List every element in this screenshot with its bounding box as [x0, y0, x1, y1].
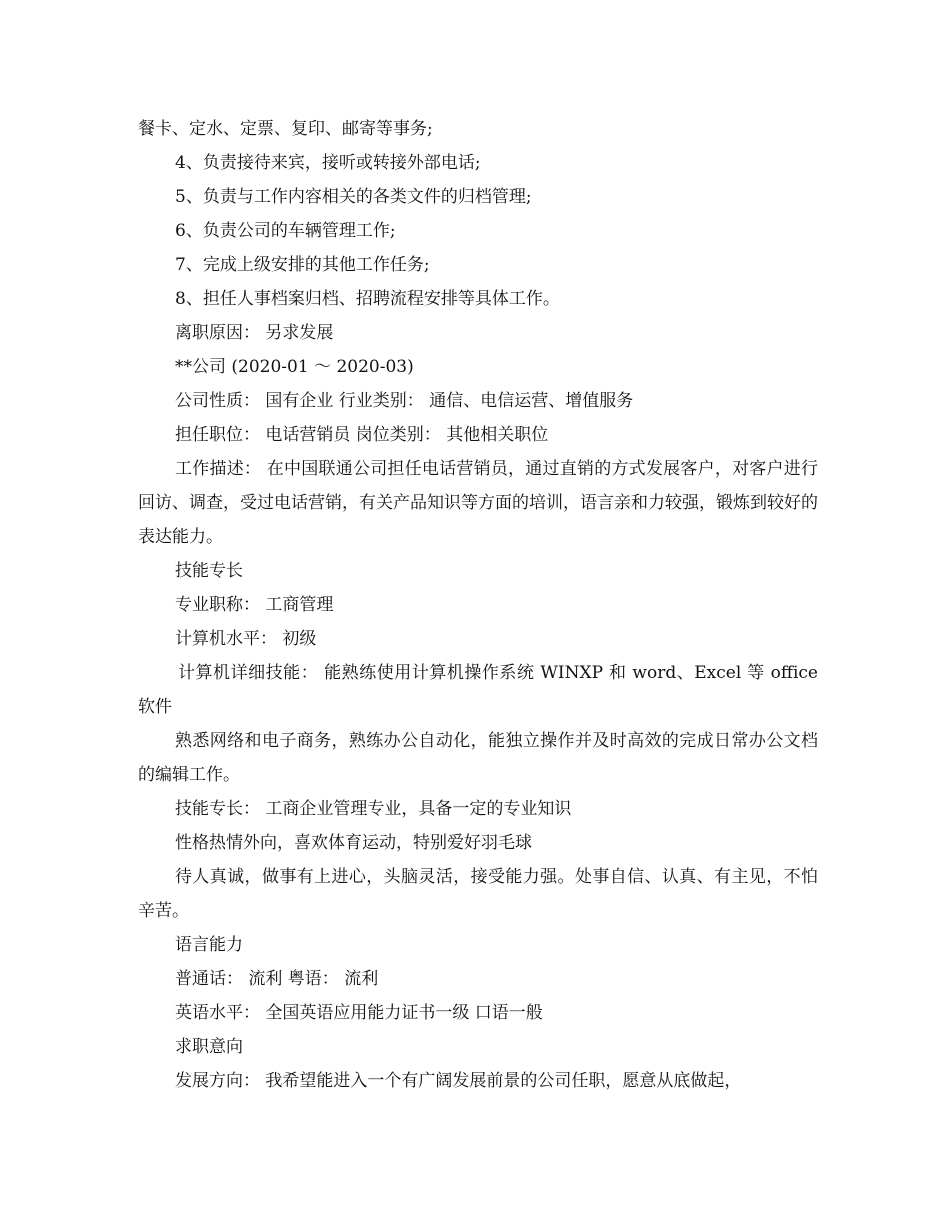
text-paragraph-office-automation: 熟悉网络和电子商务，熟练办公自动化，能独立操作并及时高效的完成日常办公文档的编辑工作。 [138, 731, 818, 785]
text-line-skill-specialty: 技能专长： 工商企业管理专业，具备一定的专业知识 [175, 799, 572, 819]
text-line-duty-8: 8、担任人事档案归档、招聘流程安排等具体工作。 [175, 289, 560, 309]
text-paragraph-job-description: 工作描述： 在中国联通公司担任电话营销员，通过直销的方式发展客户，对客户进行回访、调查，受过电话营销，有关产品知识等方面的培训，语言亲和力较强，锻炼到较好的表达能力。 [138, 459, 818, 547]
text-line-duty-7: 7、完成上级安排的其他工作任务; [175, 255, 430, 275]
text-line-leave-reason: 离职原因： 另求发展 [175, 323, 334, 343]
text-line-duty-4: 4、负责接待来宾，接听或转接外部电话; [175, 153, 481, 173]
text-line-mandarin-cantonese: 普通话： 流利 粤语： 流利 [175, 969, 379, 989]
text-paragraph-computer-skills: 计算机详细技能： 能熟练使用计算机操作系统 WINXP 和 word、Excel 等 office 软件 [138, 663, 818, 717]
text-line-professional-title: 专业职称： 工商管理 [175, 595, 334, 615]
text-line-computer-level: 计算机水平： 初级 [175, 629, 317, 649]
text-line-duty-6: 6、负责公司的车辆管理工作; [175, 221, 396, 241]
text-line-company-period: **公司 (2020-01 ～ 2020-03) [175, 357, 414, 377]
text-line-duty-5: 5、负责与工作内容相关的各类文件的归档管理; [175, 187, 532, 207]
section-heading-job-intention: 求职意向 [175, 1037, 243, 1057]
text-line-duties-continued: 餐卡、定水、定票、复印、邮寄等事务; [138, 119, 433, 139]
text-line-company-nature: 公司性质： 国有企业 行业类别： 通信、电信运营、增值服务 [175, 391, 634, 411]
section-heading-languages: 语言能力 [175, 935, 243, 955]
section-heading-skills: 技能专长 [175, 561, 243, 581]
text-line-position: 担任职位： 电话营销员 岗位类别： 其他相关职位 [175, 425, 549, 445]
text-line-career-direction: 发展方向： 我希望能进入一个有广阔发展前景的公司任职，愿意从底做起， [175, 1071, 742, 1091]
text-line-english-level: 英语水平： 全国英语应用能力证书一级 口语一般 [175, 1003, 543, 1023]
text-line-personality: 性格热情外向，喜欢体育运动，特别爱好羽毛球 [175, 833, 532, 853]
text-paragraph-attitude: 待人真诚，做事有上进心，头脑灵活，接受能力强。处事自信、认真、有主见，不怕辛苦。 [138, 867, 818, 921]
document-body [138, 112, 818, 1098]
